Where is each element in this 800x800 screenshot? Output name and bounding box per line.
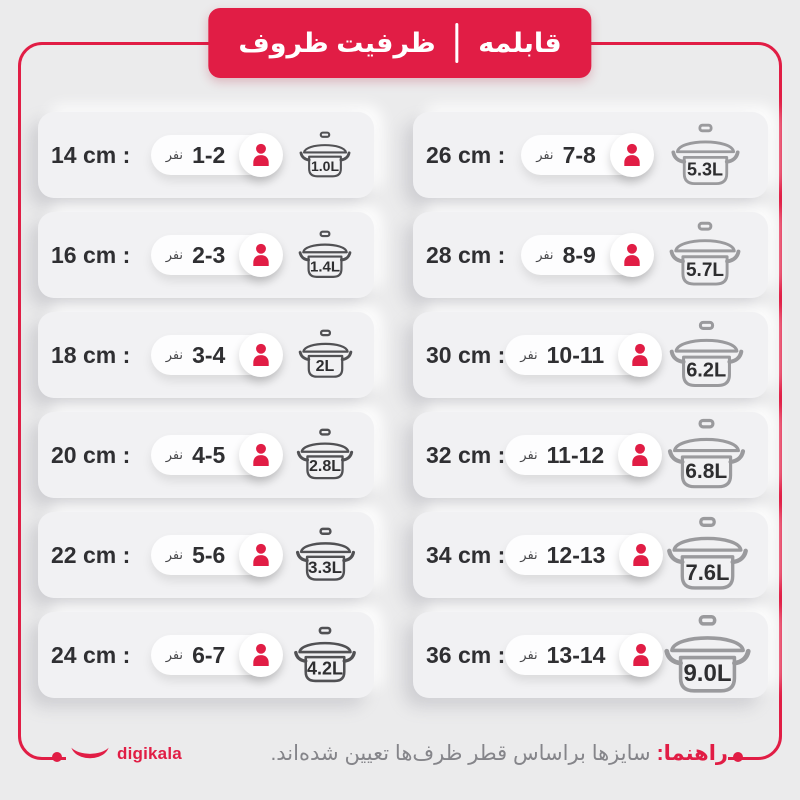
people-pill (521, 235, 648, 275)
digikala-smile-icon (70, 746, 110, 763)
people-range: 7-8 (562, 141, 596, 168)
size-row-card (38, 612, 374, 698)
pot-volume-label: 5.3L (686, 159, 724, 180)
people-pill (521, 135, 648, 175)
pot-icon (663, 516, 752, 593)
pot-volume-label: 9.0L (683, 659, 732, 687)
size-label: 26 cm : (426, 141, 506, 168)
digikala-wordmark: digikala (117, 744, 182, 763)
pot-icon (296, 329, 355, 380)
person-unit-label: نفر (165, 147, 184, 162)
pot-volume-label: 2.8L (308, 458, 341, 476)
pot-slot (289, 428, 361, 482)
pot-volume-label: 5.7L (685, 259, 725, 281)
size-row-card (413, 412, 768, 498)
pot-icon (666, 221, 744, 289)
person-unit-label: نفر (165, 447, 184, 462)
pot-volume-label: 7.6L (685, 559, 730, 585)
person-icon (250, 342, 272, 368)
header-badge (208, 8, 591, 78)
person-unit-label: نفر (520, 547, 538, 562)
avatar (619, 533, 663, 577)
people-pill (151, 635, 278, 675)
person-icon (250, 642, 272, 668)
people-pill (505, 535, 657, 575)
people-range: 8-9 (562, 241, 596, 268)
pot-icon (297, 131, 353, 180)
pot-icon (294, 428, 356, 482)
person-icon (630, 542, 652, 568)
people-range: 12-13 (546, 541, 606, 568)
size-row-card (38, 412, 374, 498)
people-pill (151, 335, 278, 375)
people-pill (505, 435, 656, 475)
size-label: 36 cm : (426, 641, 506, 668)
person-unit-label: نفر (520, 647, 538, 662)
person-icon (629, 442, 651, 468)
pot-slot (289, 329, 361, 380)
people-range: 5-6 (192, 541, 226, 568)
footer-note-label: راهنما: (656, 742, 728, 765)
size-row-card (413, 312, 768, 398)
avatar (619, 633, 663, 677)
size-label: 30 cm : (426, 341, 506, 368)
avatar (610, 233, 654, 277)
pot-slot (656, 320, 756, 390)
header-title: ظرفیت ظروف (238, 27, 436, 58)
size-label: 34 cm : (426, 541, 506, 568)
pot-icon (296, 230, 354, 280)
pot-icon (291, 626, 359, 685)
person-icon (250, 442, 272, 468)
footer-note-text: سایزها براساس قطر ظرف‌ها تعیین شده‌اند. (270, 742, 651, 765)
avatar (239, 233, 283, 277)
person-unit-label: نفر (520, 347, 538, 362)
pot-volume-label: 6.2L (686, 359, 727, 382)
pot-slot (657, 516, 757, 593)
people-pill (505, 635, 657, 675)
pot-slot (289, 230, 361, 280)
pot-slot (655, 221, 755, 289)
footer-note (270, 741, 728, 766)
person-icon (630, 642, 652, 668)
person-icon (250, 542, 272, 568)
digikala-logo (70, 744, 182, 764)
people-range: 13-14 (546, 641, 606, 668)
people-pill (151, 235, 278, 275)
size-label: 22 cm : (51, 541, 131, 568)
people-range: 3-4 (192, 341, 226, 368)
avatar (239, 333, 283, 377)
person-icon (250, 142, 272, 168)
person-icon (621, 142, 643, 168)
size-label: 28 cm : (426, 241, 506, 268)
column-right (413, 112, 768, 698)
frame-end-dot-left (52, 752, 62, 762)
avatar (618, 333, 662, 377)
avatar (239, 633, 283, 677)
avatar (239, 433, 283, 477)
size-row-card (38, 312, 374, 398)
person-unit-label: نفر (165, 547, 184, 562)
people-range: 4-5 (192, 441, 226, 468)
avatar (618, 433, 662, 477)
pot-slot (289, 527, 361, 583)
person-unit-label: نفر (165, 247, 184, 262)
pot-volume-label: 6.8L (685, 459, 728, 483)
person-unit-label: نفر (165, 647, 184, 662)
avatar (239, 533, 283, 577)
person-unit-label: نفر (520, 447, 538, 462)
person-unit-label: نفر (536, 147, 554, 162)
person-unit-label: نفر (165, 347, 184, 362)
avatar (610, 133, 654, 177)
column-left (38, 112, 374, 698)
size-row-card (38, 512, 374, 598)
size-row-card (413, 512, 768, 598)
pot-volume-label: 1.4L (309, 258, 340, 276)
people-pill (151, 135, 278, 175)
pot-icon (666, 320, 747, 390)
title-divider (456, 23, 459, 63)
header-product: قابلمه (478, 27, 562, 58)
size-row-card (38, 212, 374, 298)
pot-slot (655, 123, 755, 188)
size-label: 16 cm : (51, 241, 131, 268)
size-row-card (413, 612, 768, 698)
people-range: 2-3 (192, 241, 226, 268)
size-label: 18 cm : (51, 341, 131, 368)
person-icon (250, 242, 272, 268)
size-row-card (38, 112, 374, 198)
people-range: 6-7 (192, 641, 226, 668)
pot-slot (289, 626, 361, 685)
pot-icon (293, 527, 358, 583)
people-range: 10-11 (546, 341, 605, 368)
pot-slot (289, 131, 361, 180)
person-icon (629, 342, 651, 368)
pot-slot (657, 614, 757, 696)
pot-volume-label: 2L (315, 357, 335, 375)
people-range: 1-2 (192, 141, 226, 168)
frame-end-dot-right (733, 752, 743, 762)
size-row-card (413, 112, 768, 198)
pot-icon (660, 614, 755, 696)
size-row-card (413, 212, 768, 298)
people-pill (151, 435, 278, 475)
person-unit-label: نفر (536, 247, 554, 262)
people-pill (505, 335, 656, 375)
pot-icon (668, 123, 743, 188)
size-label: 14 cm : (51, 141, 131, 168)
people-pill (151, 535, 278, 575)
pot-icon (664, 418, 749, 492)
avatar (239, 133, 283, 177)
pot-volume-label: 3.3L (307, 557, 343, 577)
pot-volume-label: 1.0L (310, 158, 339, 175)
people-range: 11-12 (546, 441, 605, 468)
size-label: 24 cm : (51, 641, 131, 668)
size-label: 20 cm : (51, 441, 131, 468)
pot-volume-label: 4.2L (306, 658, 344, 679)
pot-slot (656, 418, 756, 492)
size-label: 32 cm : (426, 441, 506, 468)
person-icon (621, 242, 643, 268)
